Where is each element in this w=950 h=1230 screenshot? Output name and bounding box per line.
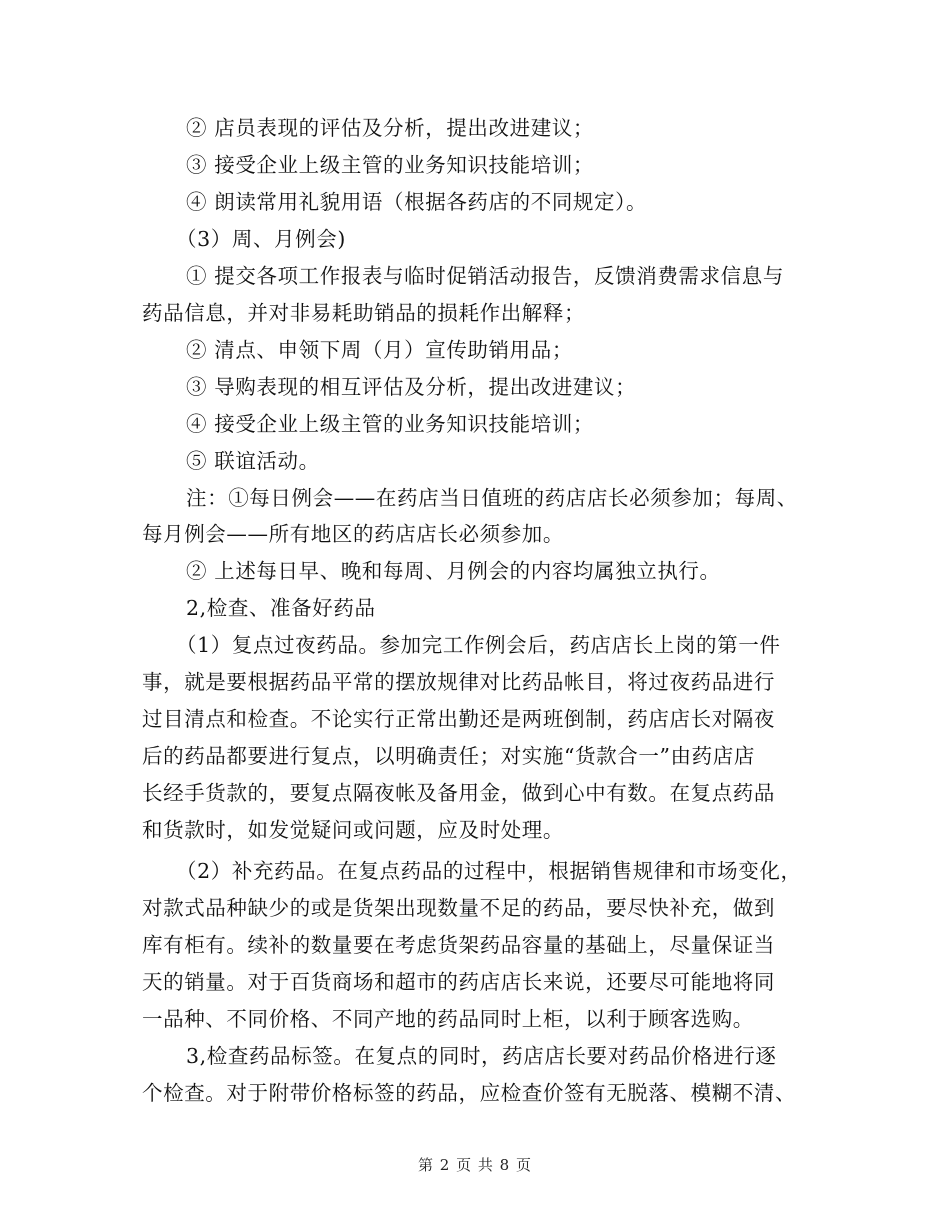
- paragraph-line: ④ 接受企业上级主管的业务知识技能培训；: [186, 412, 595, 436]
- paragraph-line: ② 上述每日早、晚和每周、月例会的内容均属独立执行。: [186, 559, 721, 583]
- paragraph-line: （1）复点过夜药品。参加完工作例会后，药店店长上岗的第一件: [176, 633, 781, 657]
- paragraph-line: 事，就是要根据药品平常的摆放规律对比药品帐目，将过夜药品进行: [142, 670, 775, 694]
- paragraph-line: 注：①每日例会——在药店当日值班的药店店长必须参加；每周、: [186, 486, 798, 510]
- section-heading: 3,检查药品标签。在复点的同时，药店店长要对药品价格进行逐: [186, 1044, 777, 1068]
- paragraph-line: 后的药品都要进行复点，以明确责任；对实施“货款合一”由药店店: [142, 744, 755, 768]
- paragraph-line: 药品信息，并对非易耗助销品的损耗作出解释；: [142, 301, 586, 325]
- section-heading: 2,检查、准备好药品: [186, 596, 376, 620]
- paragraph-line: 过目清点和检查。不论实行正常出勤还是两班倒制，药店店长对隔夜: [142, 707, 775, 731]
- paragraph-line: ③ 导购表现的相互评估及分析，提出改进建议；: [186, 375, 637, 399]
- paragraph-line: （2）补充药品。在复点药品的过程中，根据销售规律和市场变化，: [176, 859, 802, 883]
- paragraph-line: 对款式品种缺少的或是货架出现数量不足的药品，要尽快补充，做到: [142, 896, 775, 920]
- paragraph-line: 长经手货款的，要复点隔夜帐及备用金，做到心中有数。在复点药品: [142, 781, 775, 805]
- paragraph-line: 库有柜有。续补的数量要在考虑货架药品容量的基础上，尽量保证当: [142, 933, 775, 957]
- paragraph-line: 一品种、不同价格、不同产地的药品同时上柜，以利于顾客选购。: [142, 1007, 754, 1031]
- paragraph-line: ② 店员表现的评估及分析，提出改进建议；: [186, 116, 595, 140]
- page-number-footer: 第 2 页 共 8 页: [418, 1156, 532, 1174]
- paragraph-line: 天的销量。对于百货商场和超市的药店店长来说，还要尽可能地将同: [142, 970, 775, 994]
- paragraph-line: ④ 朗读常用礼貌用语（根据各药店的不同规定）。: [186, 190, 648, 214]
- paragraph-line: ⑤ 联谊活动。: [186, 449, 320, 473]
- paragraph-line: 个检查。对于附带价格标签的药品，应检查价签有无脱落、模糊不清、: [142, 1081, 797, 1105]
- paragraph-line: ② 清点、申领下周（月）宣传助销用品；: [186, 338, 573, 362]
- paragraph-line: 每月例会——所有地区的药店店长必须参加。: [142, 522, 564, 546]
- paragraph-line: ③ 接受企业上级主管的业务知识技能培训；: [186, 153, 595, 177]
- paragraph-line: （3）周、月例会): [176, 227, 346, 251]
- paragraph-line: ① 提交各项工作报表与临时促销活动报告，反馈消费需求信息与: [186, 264, 784, 288]
- paragraph-line: 和货款时，如发觉疑问或问题，应及时处理。: [142, 818, 564, 842]
